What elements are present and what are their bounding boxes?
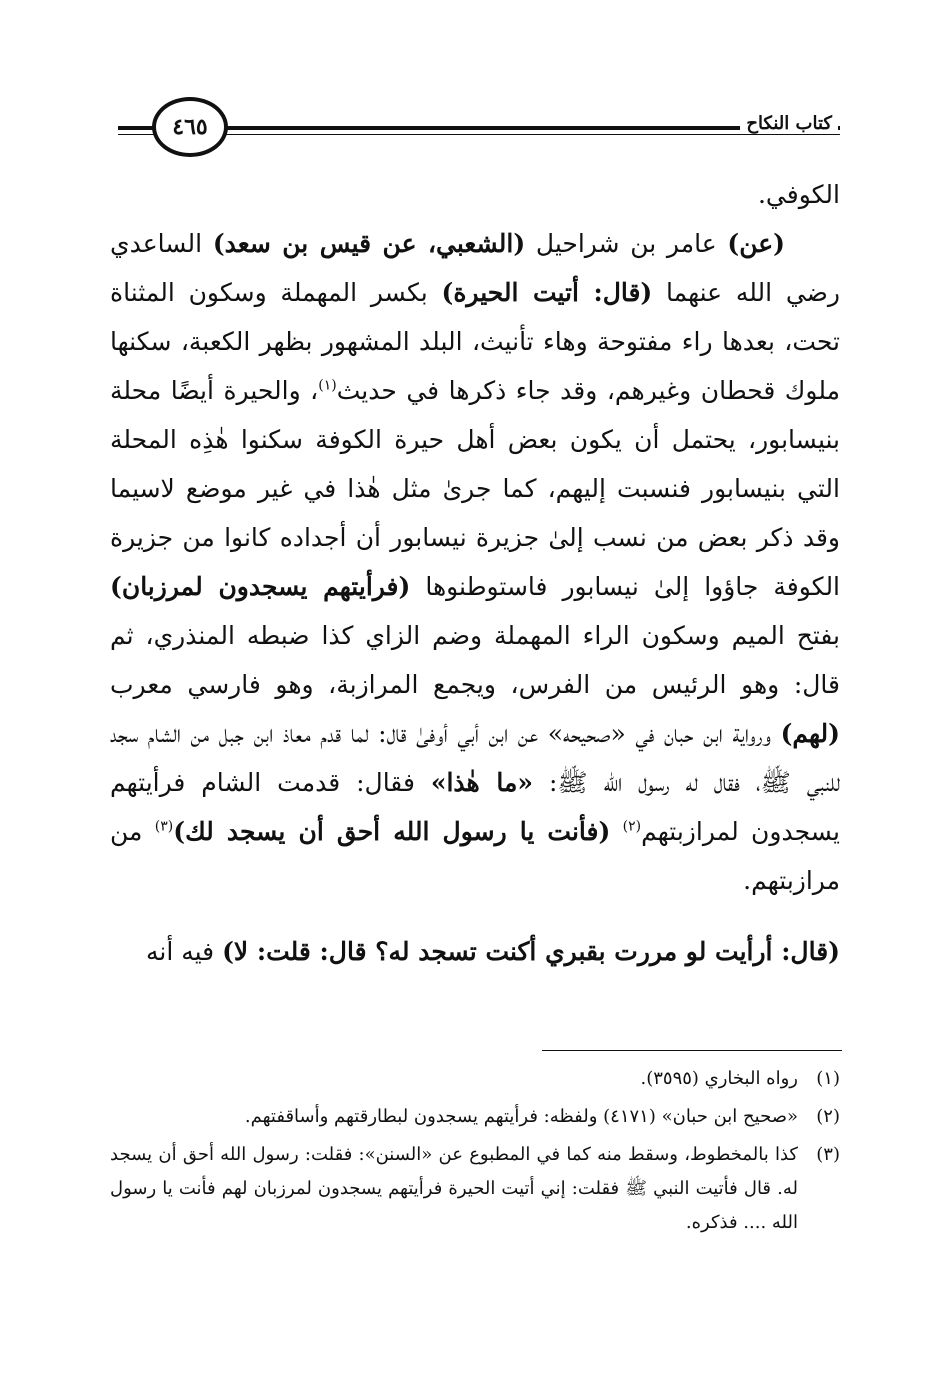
text-run	[610, 817, 622, 846]
text-run: بفتح الميم وسكون الراء المهملة وضم الزاي كذا ضبطه المنذري، ثم قال: وهو الرئيس من الفرس، ويجمع المرازبة، وهو فارسي معرب	[110, 621, 840, 699]
text-run: عامر بن شراحيل	[525, 229, 728, 258]
text-run: الساعدي رضي الله عنهما	[110, 229, 840, 307]
footnote-ref-3: (٣)	[154, 818, 174, 835]
footnote-text: كذا بالمخطوط، وسقط منه كما في المطبوع عن «السنن»: فقلت: رسول الله أحق أن يسجد له. قال فأتيت النبي ﷺ فقلت: إني أتيت الحيرة فرأيتهم يسجدون لمرزبان لهم فأنت يا رسول الله .... فذكره.	[110, 1144, 798, 1233]
page-number: ٤٦٥	[172, 114, 208, 140]
text-bold: (فرأيتهم يسجدون لمرزبان)	[110, 572, 411, 601]
footnote-text: «صحيح ابن حبان» (٤١٧١) ولفظه: فرأيتهم يسجدون لبطارقتهم وأساقفتهم.	[244, 1106, 798, 1127]
footnote-ref-2: (٢)	[622, 818, 642, 835]
text-bold: «ما هٰذا»	[430, 768, 534, 797]
text-bold: (قال: أتيت الحيرة)	[441, 278, 653, 307]
text-run: فقال: قدمت الشام فرأيتهم يسجدون لمرازبتهم	[110, 768, 840, 846]
footnote-3	[110, 1138, 840, 1240]
text-run: من مرازبتهم.	[110, 817, 840, 895]
text-bold: (الشعبي، عن قيس بن سعد)	[212, 229, 526, 258]
running-head-title: كتاب النكاح	[740, 113, 838, 134]
footnotes	[110, 1062, 840, 1244]
footnote-2	[110, 1100, 840, 1134]
text-run: بكسر المهملة وسكون المثناة تحت، بعدها راء مفتوحة وهاء تأنيث، البلد المشهور بظهر الكعبة، سكنها ملوك قحطان وغيرهم، وقد جاء ذكرها في حديث	[110, 278, 840, 405]
page-number-badge	[152, 97, 228, 157]
paragraph-1	[110, 219, 840, 905]
text-bold: (عن)	[727, 229, 785, 258]
paragraph-2	[110, 927, 840, 976]
footnote-text: رواه البخاري (٣٥٩٥).	[640, 1068, 798, 1089]
footnote-number: (١)	[816, 1068, 840, 1089]
footnote-number: (٢)	[816, 1106, 840, 1127]
footnote-ref-1: (١)	[318, 377, 337, 394]
main-text	[110, 170, 840, 976]
paragraph-0: الكوفي.	[757, 180, 840, 209]
footnote-number: (٣)	[816, 1144, 840, 1165]
text-bold: (قال: أرأيت لو مررت بقبري أكنت تسجد له؟ قال: قلت: لا)	[222, 937, 840, 966]
footnote-separator	[542, 1050, 842, 1051]
text-bold: (لهم)	[780, 719, 840, 748]
text-bold: (فأنت يا رسول الله أحق أن يسجد لك)	[173, 817, 611, 846]
footnote-1	[110, 1062, 840, 1096]
text-run: ، والحيرة أيضًا محلة بنيسابور، يحتمل أن يكون بعض أهل حيرة الكوفة سكنوا هٰذِه المحلة التي بنيسابور فنسبت إليهم، كما جرىٰ مثل هٰذا في غير موضع لاسيما وقد ذكر بعض من نسب إلىٰ جزيرة نيسابور أن أجداده كانوا من جزيرة الكوفة جاؤوا إلىٰ نيسابور فاستوطنوها	[110, 376, 841, 601]
text-run: ورواية ابن حبان في «صحيحه» عن ابن أبي أوفىٰ قال: لما قدم معاذ ابن جبل من الشام سجد للنبي ﷺ، فقال له رسول الله ﷺ:	[110, 719, 840, 797]
text-run: فيه أنه	[145, 937, 223, 966]
